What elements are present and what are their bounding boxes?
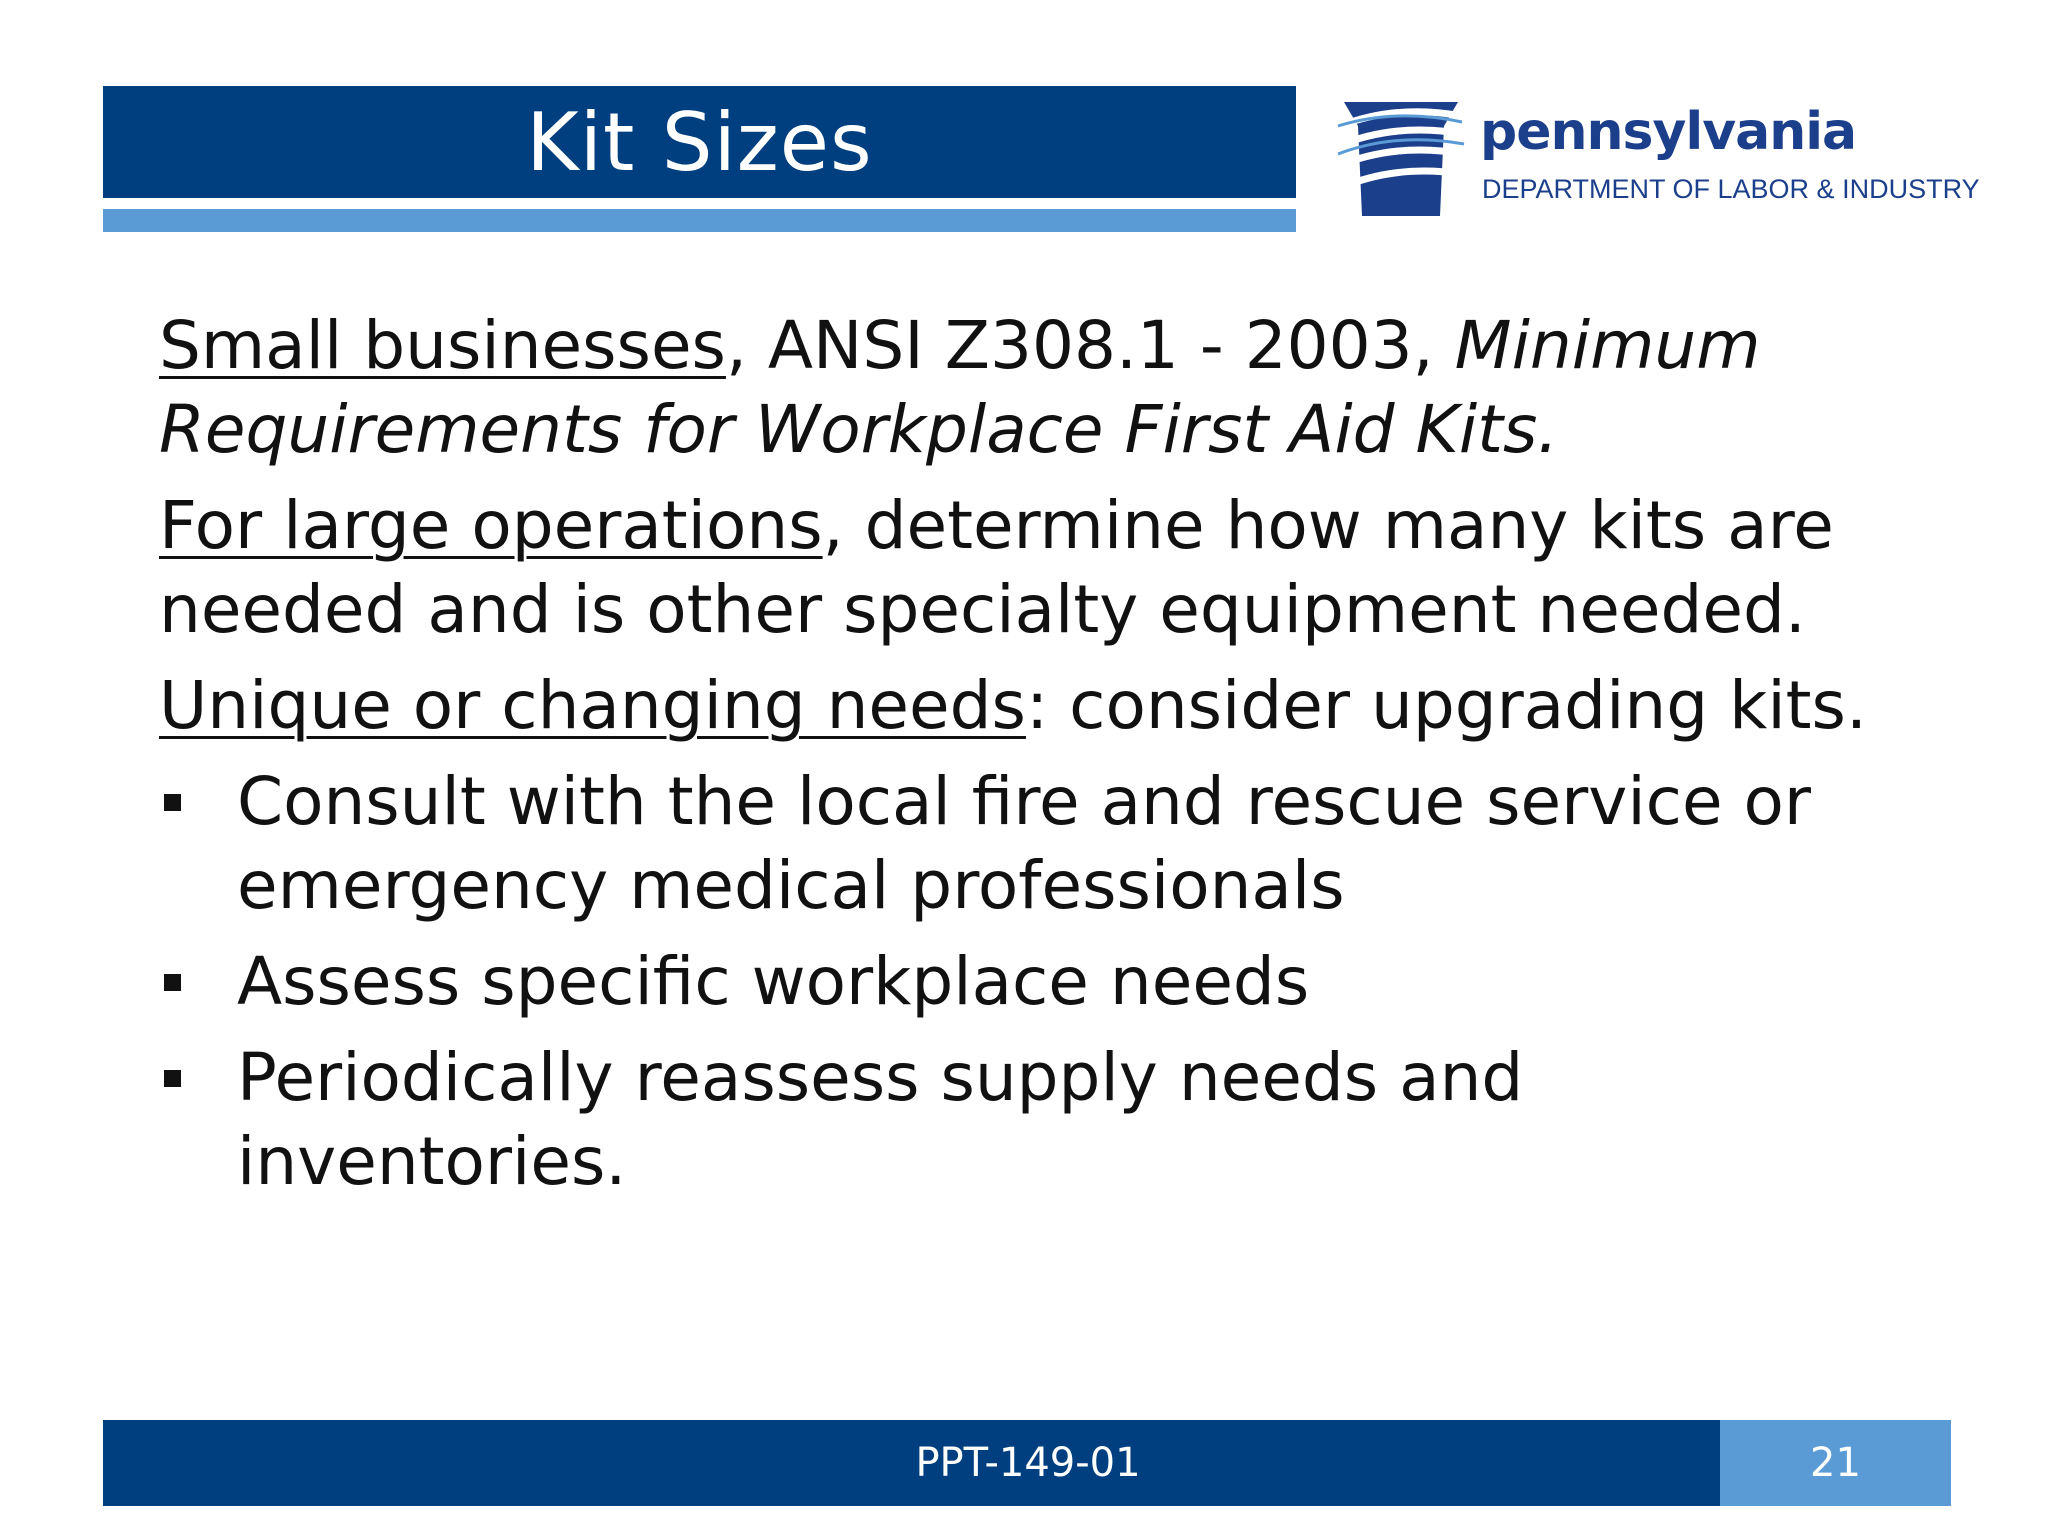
logo-department-text: DEPARTMENT OF LABOR & INDUSTRY	[1482, 174, 1980, 204]
paragraph-small-businesses	[159, 304, 1919, 472]
square-bullet-icon	[164, 794, 181, 811]
title-accent-bar	[103, 209, 1296, 232]
square-bullet-icon	[164, 1070, 181, 1087]
bullet-list	[159, 760, 1919, 1204]
paragraph-text: : consider upgrading kits.	[1025, 667, 1867, 744]
title-bar	[103, 86, 1296, 198]
page-number: 21	[1810, 1440, 1861, 1486]
paragraph-large-operations	[159, 484, 1919, 652]
underlined-term: Small businesses	[159, 307, 726, 384]
list-item-text: Consult with the local fire and rescue service or emergency medical professionals	[237, 763, 1812, 924]
pa-labor-industry-logo	[1336, 92, 1980, 222]
list-item-text: Periodically reassess supply needs and inventories.	[237, 1039, 1524, 1200]
square-bullet-icon	[164, 974, 181, 991]
underlined-term: For large operations	[159, 487, 823, 564]
standard-title: Minimum Requirements for Workplace First Aid Kits.	[159, 307, 1761, 468]
paragraph-unique-needs	[159, 664, 1919, 748]
slide-title: Kit Sizes	[526, 95, 873, 189]
list-item	[159, 1036, 1919, 1204]
underlined-term: Unique or changing needs	[159, 667, 1026, 744]
footer-code: PPT-149-01	[915, 1440, 1141, 1486]
keystone-logo-icon	[1336, 92, 1466, 222]
slide-body	[159, 304, 1919, 1216]
standard-reference: , ANSI Z308.1 - 2003,	[725, 307, 1455, 384]
paragraph-text: , determine how many kits are needed and is other specialty equipment needed.	[159, 487, 1834, 648]
logo-name-text: pennsylvania	[1480, 102, 1857, 162]
list-item	[159, 760, 1919, 928]
list-item	[159, 940, 1919, 1024]
list-item-text: Assess specific workplace needs	[237, 943, 1310, 1020]
